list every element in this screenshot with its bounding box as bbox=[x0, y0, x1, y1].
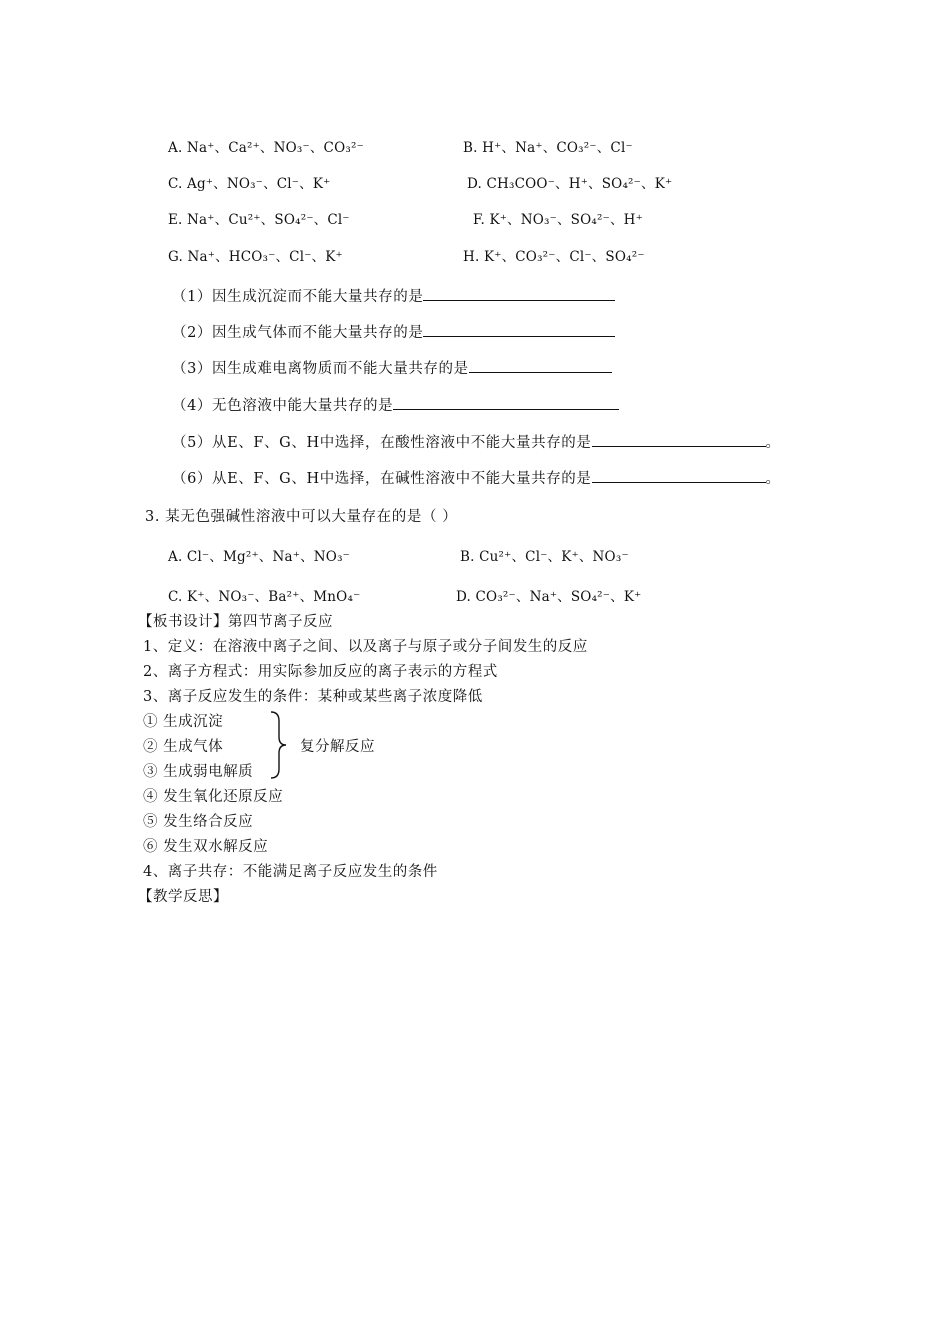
subquestion-3-text: （3）因生成难电离物质而不能大量共存的是 bbox=[172, 361, 469, 377]
subquestion-1-text: （1）因生成沉淀而不能大量共存的是 bbox=[172, 289, 424, 305]
teaching-reflection-heading: 【教学反思】 bbox=[138, 889, 228, 905]
condition-3: ③ 生成弱电解质 bbox=[143, 764, 254, 780]
answer-blank-5[interactable] bbox=[592, 431, 766, 447]
end-mark-5: 。 bbox=[765, 435, 781, 451]
option-g: G. Na⁺、HCO₃⁻、Cl⁻、K⁺ bbox=[168, 249, 343, 265]
curly-brace-icon bbox=[268, 711, 288, 779]
board-heading: 【板书设计】第四节离子反应 bbox=[138, 614, 333, 630]
condition-5: ⑤ 发生络合反应 bbox=[143, 814, 254, 830]
end-mark-6: 。 bbox=[765, 471, 781, 487]
answer-blank-3[interactable] bbox=[469, 357, 612, 373]
board-line-1: 1、定义：在溶液中离子之间、以及离子与原子或分子间发生的反应 bbox=[143, 639, 588, 655]
q3-option-c: C. K⁺、NO₃⁻、Ba²⁺、MnO₄⁻ bbox=[168, 589, 361, 605]
condition-6: ⑥ 发生双水解反应 bbox=[143, 839, 269, 855]
answer-blank-2[interactable] bbox=[423, 321, 615, 337]
board-line-2: 2、离子方程式：用实际参加反应的离子表示的方程式 bbox=[143, 664, 498, 680]
option-e: E. Na⁺、Cu²⁺、SO₄²⁻、Cl⁻ bbox=[168, 212, 350, 228]
subquestion-6-text: （6）从E、F、G、H中选择，在碱性溶液中不能大量共存的是 bbox=[172, 471, 592, 487]
subquestion-2-text: （2）因生成气体而不能大量共存的是 bbox=[172, 325, 424, 341]
subquestion-3 bbox=[172, 357, 612, 379]
option-c: C. Ag⁺、NO₃⁻、Cl⁻、K⁺ bbox=[168, 176, 331, 192]
subquestion-5-text: （5）从E、F、G、H中选择，在酸性溶液中不能大量共存的是 bbox=[172, 435, 592, 451]
subquestion-4 bbox=[172, 394, 619, 416]
answer-blank-6[interactable] bbox=[592, 467, 766, 483]
condition-2: ② 生成气体 bbox=[143, 739, 224, 755]
option-h: H. K⁺、CO₃²⁻、Cl⁻、SO₄²⁻ bbox=[463, 249, 645, 265]
question-3-stem: 3. 某无色强碱性溶液中可以大量存在的是（ ） bbox=[145, 509, 458, 525]
option-f: F. K⁺、NO₃⁻、SO₄²⁻、H⁺ bbox=[473, 212, 643, 228]
answer-blank-4[interactable] bbox=[393, 394, 619, 410]
board-line-3: 3、离子反应发生的条件：某种或某些离子浓度降低 bbox=[143, 689, 483, 705]
q3-option-a: A. Cl⁻、Mg²⁺、Na⁺、NO₃⁻ bbox=[168, 549, 351, 565]
double-decomposition-label: 复分解反应 bbox=[300, 739, 375, 755]
option-a: A. Na⁺、Ca²⁺、NO₃⁻、CO₃²⁻ bbox=[168, 140, 364, 156]
condition-4: ④ 发生氧化还原反应 bbox=[143, 789, 284, 805]
subquestion-4-text: （4）无色溶液中能大量共存的是 bbox=[172, 398, 394, 414]
subquestion-1 bbox=[172, 285, 615, 307]
option-b: B. H⁺、Na⁺、CO₃²⁻、Cl⁻ bbox=[463, 140, 633, 156]
answer-blank-1[interactable] bbox=[423, 285, 615, 301]
q3-option-b: B. Cu²⁺、Cl⁻、K⁺、NO₃⁻ bbox=[460, 549, 629, 565]
condition-1: ① 生成沉淀 bbox=[143, 714, 224, 730]
q3-option-d: D. CO₃²⁻、Na⁺、SO₄²⁻、K⁺ bbox=[456, 589, 642, 605]
board-line-4: 4、离子共存：不能满足离子反应发生的条件 bbox=[143, 864, 438, 880]
subquestion-5 bbox=[172, 431, 781, 453]
subquestion-6 bbox=[172, 467, 781, 489]
subquestion-2 bbox=[172, 321, 615, 343]
option-d: D. CH₃COO⁻、H⁺、SO₄²⁻、K⁺ bbox=[467, 176, 673, 192]
